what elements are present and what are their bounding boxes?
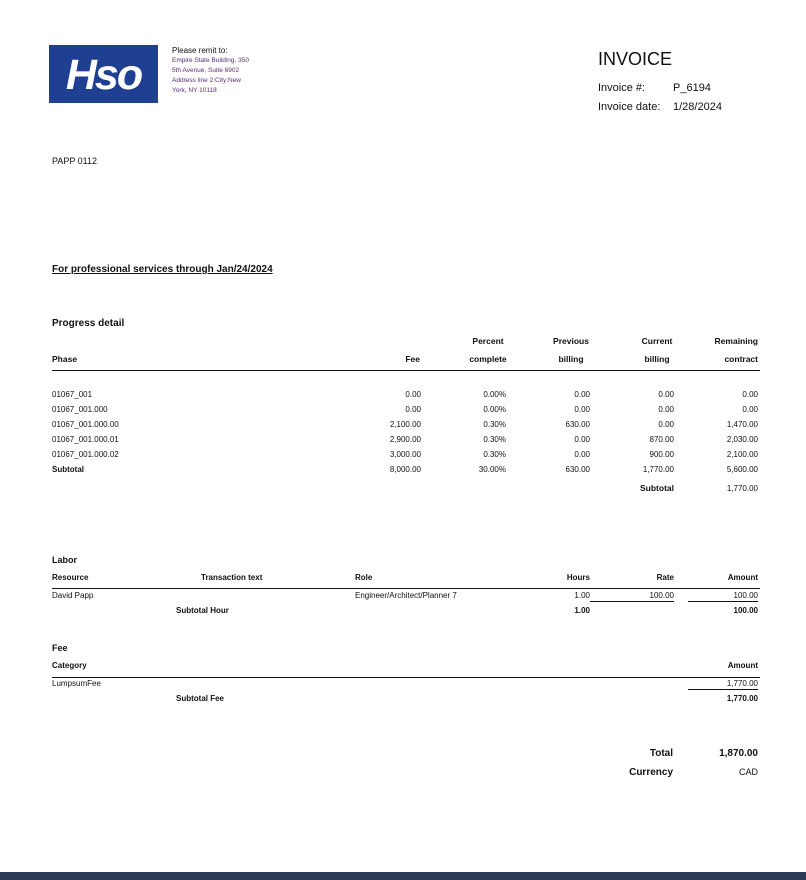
- cell-fee-amount: 1,770.00: [726, 679, 758, 688]
- cell-remaining: 0.00: [742, 405, 758, 414]
- invoice-title: INVOICE: [598, 49, 673, 69]
- col-header-amount: Amount: [727, 573, 758, 582]
- col-header-contract: contract: [724, 354, 758, 364]
- labor-subtotal-hours: 1.00: [574, 606, 590, 615]
- fee-header-divider: [52, 677, 760, 678]
- table-row: [0, 405, 806, 420]
- col-header-hours: Hours: [566, 573, 590, 582]
- cell-phase: 01067_001.000.00: [52, 420, 119, 429]
- subtotal-fee: 8,000.00: [389, 465, 421, 474]
- table-row: [0, 390, 806, 405]
- subtotal-previous: 630.00: [565, 465, 590, 474]
- rate-underline: [590, 601, 674, 602]
- remit-line: Address line 2:City:New: [172, 77, 241, 84]
- cell-percent: 0.00%: [483, 405, 506, 414]
- remit-label: Please remit to:: [172, 46, 228, 55]
- cell-previous: 0.00: [574, 435, 590, 444]
- col-header-fee-amount: Amount: [727, 661, 758, 670]
- cell-remaining: 1,470.00: [726, 420, 758, 429]
- cell-remaining: 2,030.00: [726, 435, 758, 444]
- subtotal-current: 1,770.00: [642, 465, 674, 474]
- col-header-current: Current: [641, 336, 673, 346]
- col-header-previous-billing: billing: [558, 354, 584, 364]
- cell-previous: 0.00: [574, 390, 590, 399]
- cell-resource: David Papp: [52, 591, 94, 600]
- cell-amount: 100.00: [733, 591, 758, 600]
- cell-previous: 0.00: [574, 450, 590, 459]
- bottom-bar: [0, 872, 806, 880]
- cell-previous: 630.00: [565, 420, 590, 429]
- col-header-fee: Fee: [405, 354, 420, 364]
- col-header-category: Category: [52, 661, 87, 670]
- cell-phase: 01067_001.000: [52, 405, 108, 414]
- invoice-number: P_6194: [673, 82, 711, 94]
- cell-fee: 2,100.00: [389, 420, 421, 429]
- cell-fee: 2,900.00: [389, 435, 421, 444]
- table-row: [0, 435, 806, 450]
- cell-hours: 1.00: [574, 591, 590, 600]
- currency-value: CAD: [738, 767, 758, 777]
- cell-role: Engineer/Architect/Planner 7: [355, 591, 457, 600]
- progress-header-divider: [52, 370, 760, 371]
- table-row: [0, 450, 806, 465]
- invoice-date: 1/28/2024: [673, 101, 722, 113]
- logo-text: Hso: [65, 51, 142, 99]
- progress-detail-title: Progress detail: [52, 318, 125, 329]
- cell-rate: 100.00: [649, 591, 674, 600]
- cell-remaining: 0.00: [742, 390, 758, 399]
- cell-fee: 0.00: [405, 405, 421, 414]
- current-subtotal-label: Subtotal: [640, 483, 674, 493]
- cell-fee: 3,000.00: [389, 450, 421, 459]
- cell-remaining: 2,100.00: [726, 450, 758, 459]
- subtotal-row: [0, 465, 806, 480]
- invoice-date-label: Invoice date:: [598, 101, 661, 113]
- cell-current: 900.00: [649, 450, 674, 459]
- fee-amount-underline: [688, 689, 758, 690]
- subtotal-label: Subtotal: [52, 465, 84, 474]
- labor-subtotal-amount: 100.00: [733, 606, 758, 615]
- cell-percent: 0.30%: [483, 435, 506, 444]
- company-logo: [49, 45, 158, 103]
- fee-title: Fee: [52, 643, 68, 653]
- amount-underline: [688, 601, 758, 602]
- col-header-percent: Percent: [472, 336, 504, 346]
- total-label: Total: [649, 748, 673, 759]
- cell-percent: 0.30%: [483, 420, 506, 429]
- remit-line: York, NY 10118: [172, 87, 217, 94]
- invoice-number-label: Invoice #:: [598, 82, 646, 94]
- col-header-remaining: Remaining: [714, 336, 758, 346]
- total-value: 1,870.00: [719, 748, 758, 759]
- cell-phase: 01067_001: [52, 390, 93, 399]
- labor-header-divider: [52, 588, 760, 589]
- table-row: [0, 679, 806, 694]
- fee-subtotal-label: Subtotal Fee: [176, 694, 225, 703]
- col-header-previous: Previous: [553, 336, 589, 346]
- customer-code: PAPP 0112: [52, 156, 98, 166]
- current-subtotal-value: 1,770.00: [726, 484, 758, 493]
- table-row: [0, 420, 806, 435]
- cell-previous: 0.00: [574, 405, 590, 414]
- col-header-resource: Resource: [52, 573, 89, 582]
- labor-title: Labor: [52, 555, 78, 565]
- col-header-phase: Phase: [52, 354, 78, 364]
- cell-phase: 01067_001.000.02: [52, 450, 119, 459]
- subtotal-percent: 30.00%: [478, 465, 506, 474]
- cell-percent: 0.30%: [483, 450, 506, 459]
- fee-subtotal-amount: 1,770.00: [726, 694, 758, 703]
- services-heading: For professional services through Jan/24/2024: [52, 264, 273, 275]
- cell-fee: 0.00: [405, 390, 421, 399]
- cell-category: LumpsumFee: [52, 679, 101, 688]
- cell-current: 0.00: [658, 390, 674, 399]
- col-header-complete: complete: [469, 354, 507, 364]
- subtotal-remaining: 5,600.00: [726, 465, 758, 474]
- cell-current: 0.00: [658, 420, 674, 429]
- labor-subtotal-label: Subtotal Hour: [176, 606, 229, 615]
- cell-percent: 0.00%: [483, 390, 506, 399]
- col-header-role: Role: [355, 573, 373, 582]
- table-row: [0, 591, 806, 606]
- cell-current: 870.00: [649, 435, 674, 444]
- col-header-transaction-text: Transaction text: [201, 573, 263, 582]
- remit-line: 5th Avenue, Suite 6902: [172, 67, 240, 74]
- col-header-rate: Rate: [656, 573, 674, 582]
- cell-current: 0.00: [658, 405, 674, 414]
- currency-label: Currency: [629, 767, 673, 778]
- remit-line: Empire State Building, 350: [172, 57, 249, 64]
- col-header-current-billing: billing: [644, 354, 670, 364]
- cell-phase: 01067_001.000.01: [52, 435, 119, 444]
